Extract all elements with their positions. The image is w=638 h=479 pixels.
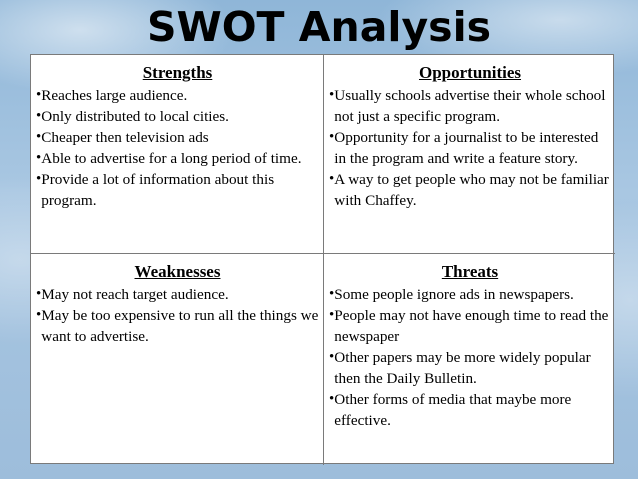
list-item [36, 169, 319, 211]
bullet-icon: • [36, 150, 42, 166]
bullet-icon: • [329, 129, 335, 145]
bullet-icon: • [329, 286, 335, 302]
swot-table [30, 54, 614, 464]
bullet-icon: • [36, 87, 42, 103]
list-item-text: Reaches large audience. [41, 87, 188, 104]
weaknesses-heading: Weaknesses [134, 262, 221, 281]
bullet-icon: • [329, 87, 335, 103]
list-item-text: Opportunity for a journalist to be interested in the program and write a feature story. [334, 129, 599, 167]
bullet-icon: • [329, 307, 335, 323]
bullet-icon: • [329, 349, 335, 365]
list-item-text: Other papers may be more widely popular then the Daily Bulletin. [334, 349, 591, 387]
opportunities-list [329, 85, 611, 211]
list-item [329, 169, 611, 211]
weaknesses-list [36, 284, 319, 347]
list-item-text: People may not have enough time to read the newspaper [334, 307, 609, 345]
bullet-icon: • [329, 171, 335, 187]
threats-list [329, 284, 611, 431]
bullet-icon: • [36, 108, 42, 124]
list-item-text: May not reach target audience. [41, 286, 229, 303]
list-item [329, 389, 611, 431]
opportunities-heading: Opportunities [418, 63, 522, 82]
threats-cell [324, 254, 615, 465]
page-title: SWOT Analysis [146, 3, 492, 51]
opportunities-cell [324, 55, 615, 254]
bullet-icon: • [36, 129, 42, 145]
list-item-text: Usually schools advertise their whole school not just a specific program. [334, 87, 606, 125]
strengths-cell [31, 55, 324, 254]
threats-heading: Threats [441, 262, 499, 281]
list-item [329, 305, 611, 347]
list-item-text: A way to get people who may not be familiar with Chaffey. [334, 171, 609, 209]
list-item [36, 284, 319, 305]
list-item-text: Able to advertise for a long period of time. [41, 150, 302, 167]
strengths-heading: Strengths [142, 63, 213, 82]
list-item [329, 284, 611, 305]
list-item [329, 347, 611, 389]
strengths-list [36, 85, 319, 211]
list-item [36, 148, 319, 169]
bullet-icon: • [36, 171, 42, 187]
bullet-icon: • [36, 286, 42, 302]
bullet-icon: • [329, 391, 335, 407]
list-item [36, 305, 319, 347]
list-item [36, 127, 319, 148]
weaknesses-cell [31, 254, 324, 465]
list-item-text: Some people ignore ads in newspapers. [334, 286, 574, 303]
list-item [36, 85, 319, 106]
list-item-text: May be too expensive to run all the things we want to advertise. [41, 307, 319, 345]
list-item-text: Other forms of media that maybe more effective. [334, 391, 572, 429]
list-item [329, 85, 611, 127]
list-item-text: Provide a lot of information about this program. [41, 171, 275, 209]
list-item [329, 127, 611, 169]
bullet-icon: • [36, 307, 42, 323]
list-item [36, 106, 319, 127]
list-item-text: Cheaper then television ads [41, 129, 209, 146]
list-item-text: Only distributed to local cities. [41, 108, 229, 125]
